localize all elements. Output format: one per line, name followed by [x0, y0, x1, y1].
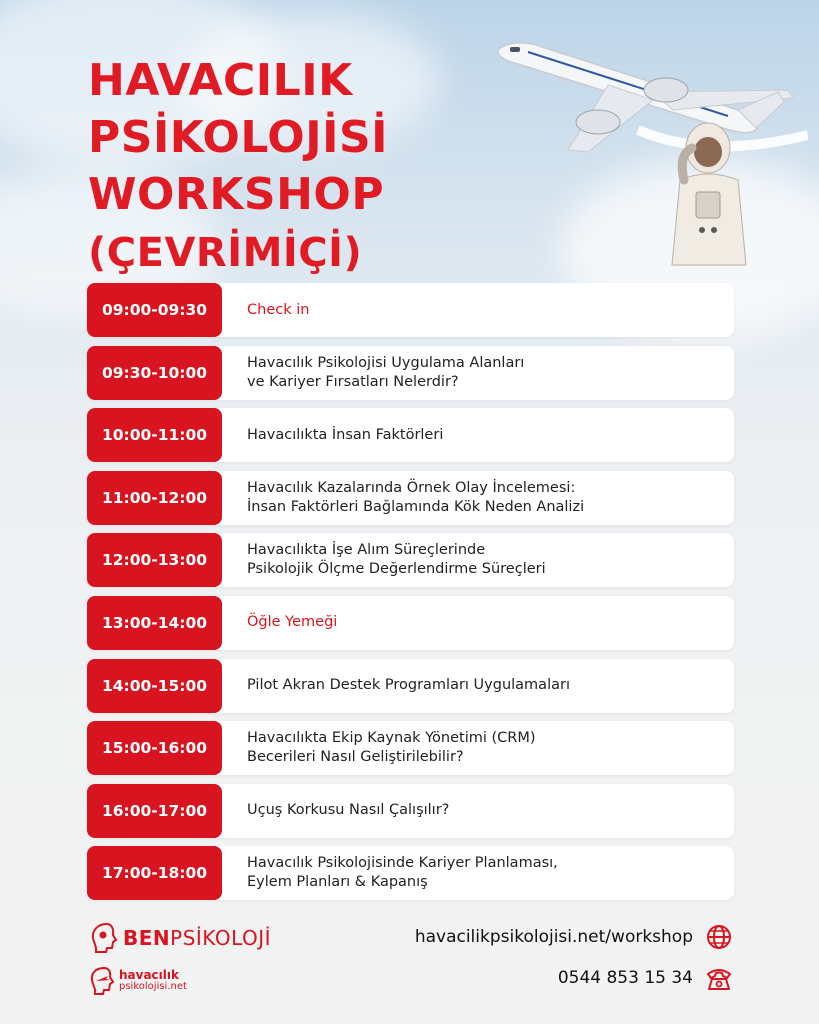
session-topic: Pilot Akran Destek Programları Uygulamaları — [247, 677, 570, 694]
schedule-row — [87, 533, 734, 587]
time-slot: 11:00-12:00 — [87, 471, 222, 525]
schedule-row — [87, 596, 734, 650]
session-topic: Havacılıkta Ekip Kaynak Yönetimi (CRM) Becerileri Nasıl Geliştirilebilir? — [247, 730, 536, 766]
schedule-row — [87, 471, 734, 525]
session-topic: Öğle Yemeği — [247, 614, 338, 631]
website-contact[interactable] — [415, 923, 733, 951]
time-slot: 09:30-10:00 — [87, 346, 222, 400]
logo-line-1: havacılık — [119, 968, 179, 982]
logo-word-bold: BEN — [123, 926, 171, 950]
schedule-row — [87, 721, 734, 775]
schedule-row — [87, 659, 734, 713]
schedule-row — [87, 283, 734, 337]
time-slot: 13:00-14:00 — [87, 596, 222, 650]
ben-psikoloji-logo — [89, 920, 271, 956]
time-slot: 12:00-13:00 — [87, 533, 222, 587]
title-line-1: HAVACILIK — [88, 55, 353, 106]
phone-contact[interactable] — [558, 964, 733, 992]
time-slot: 15:00-16:00 — [87, 721, 222, 775]
session-topic: Havacılık Kazalarında Örnek Olay İncelemesi: İnsan Faktörleri Bağlamında Kök Neden Analizi — [247, 479, 585, 515]
title-line-2: PSİKOLOJİSİ — [88, 112, 389, 163]
title-subtitle: (ÇEVRİMİÇİ) — [88, 230, 363, 276]
schedule-row — [87, 784, 734, 838]
title-line-3: WORKSHOP — [88, 169, 385, 220]
logo-word-light: PSİKOLOJİ — [170, 926, 272, 950]
time-slot: 09:00-09:30 — [87, 283, 222, 337]
time-slot: 16:00-17:00 — [87, 784, 222, 838]
schedule-row — [87, 408, 734, 462]
head-profile-icon — [89, 966, 115, 996]
logo-line-2: psikolojisi.net — [119, 981, 187, 992]
time-slot: 17:00-18:00 — [87, 846, 222, 900]
havacilik-psikolojisi-logo — [89, 966, 271, 996]
time-slot: 14:00-15:00 — [87, 659, 222, 713]
session-topic: Havacılık Psikolojisinde Kariyer Planlaması, Eylem Planları & Kapanış — [247, 855, 558, 891]
schedule-row — [87, 846, 734, 900]
globe-icon — [705, 923, 733, 951]
website-link[interactable]: havacilikpsikolojisi.net/workshop — [414, 927, 693, 947]
time-slot: 10:00-11:00 — [87, 408, 222, 462]
schedule-row — [87, 346, 734, 400]
schedule-list — [87, 283, 734, 909]
head-profile-icon — [89, 922, 119, 954]
page-title — [88, 52, 388, 282]
session-topic: Check in — [247, 301, 310, 318]
session-topic: Havacılıkta İşe Alım Süreçlerinde Psikolojik Ölçme Değerlendirme Süreçleri — [247, 542, 546, 578]
airplane-astronaut-illustration — [488, 30, 808, 290]
phone-icon — [705, 964, 733, 992]
session-topic: Havacılıkta İnsan Faktörleri — [247, 426, 444, 443]
footer-logos — [89, 920, 271, 996]
session-topic: Uçuş Korkusu Nasıl Çalışılır? — [247, 802, 450, 819]
session-topic: Havacılık Psikolojisi Uygulama Alanları ve Kariyer Fırsatları Nelerdir? — [247, 354, 525, 390]
phone-number[interactable]: 0544 853 15 34 — [557, 968, 693, 988]
